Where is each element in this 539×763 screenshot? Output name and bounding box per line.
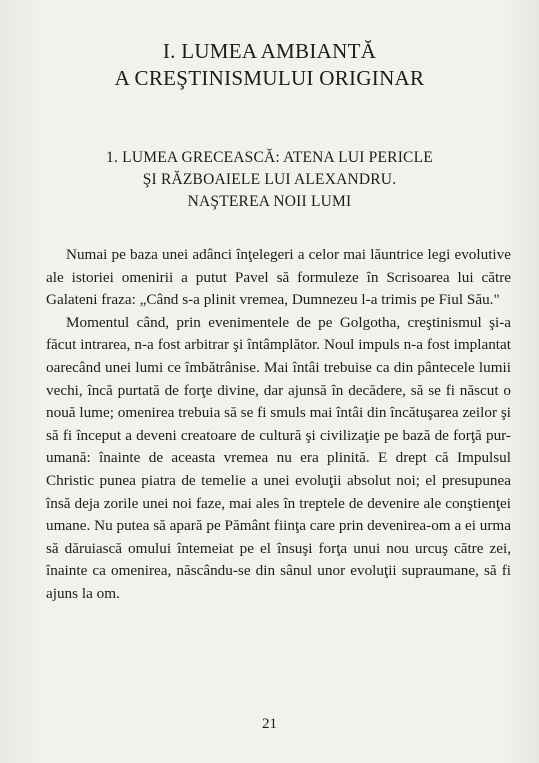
chapter-title-line-1: I. LUMEA AMBIANTĂ — [162, 39, 377, 63]
chapter-title — [40, 38, 499, 92]
section-title-line-2: ŞI RĂZBOAIELE LUI ALEXANDRU. — [142, 171, 397, 188]
page-number: 21 — [262, 716, 277, 732]
section-title-line-3: NAŞTEREA NOII LUMI — [187, 193, 352, 210]
paragraph-1: Numai pe baza unei adânci înţelegeri a celor mai lăuntrice legi evolutive ale istoriei omenirii a putut Pavel să formuleze în Scrisoarea lui către Galateni fraza: „Când s-a plinit vremea, Dumnezeu l-a trimis pe Fiul Său." — [46, 246, 511, 309]
body-text — [46, 244, 511, 606]
paragraph-2: Momentul când, prin evenimentele de pe Golgotha, creştinismul şi-a făcut intrarea, n-a fost arbitrar şi întâmplător. Noul impuls n-a fost implantat oarecând unei lumi ce îmbătrânise. Mai întâi trebuise ca din pântecele lumii vechi, încă purtată de forţe divine, dar ajunsă în decădere, să se fi născut o nouă lume; omenirea trebuia să se fi smuls mai întâi din încătuşarea zeilor şi să fi început a deveni creatoare de cultură şi civilizaţie pe bază de forţă pur-umană: înainte de aceasta vremea nu era plinită. E drept că Impulsul Christic punea piatra de temelie a unei evoluţii absolut noi; el presupunea însă deja zorile unei noi faze, mai ales în treptele de devenire ale conştienţei umane. Nu putea să apară pe Pământ fiinţa care prin devenirea-om a ei urma să dăruiască omului întemeiat pe el însuşi forţa unui nou urcuş către zei, înainte ca omenirea, născându-se din sânul unor evoluţii supraumane, să fi ajuns la om. — [46, 313, 511, 602]
section-title — [40, 147, 499, 213]
chapter-title-line-2: A CREŞTINISMULUI ORIGINAR — [114, 66, 425, 90]
section-title-line-1: 1. LUMEA GRECEASCĂ: ATENA LUI PERICLE — [106, 149, 433, 166]
